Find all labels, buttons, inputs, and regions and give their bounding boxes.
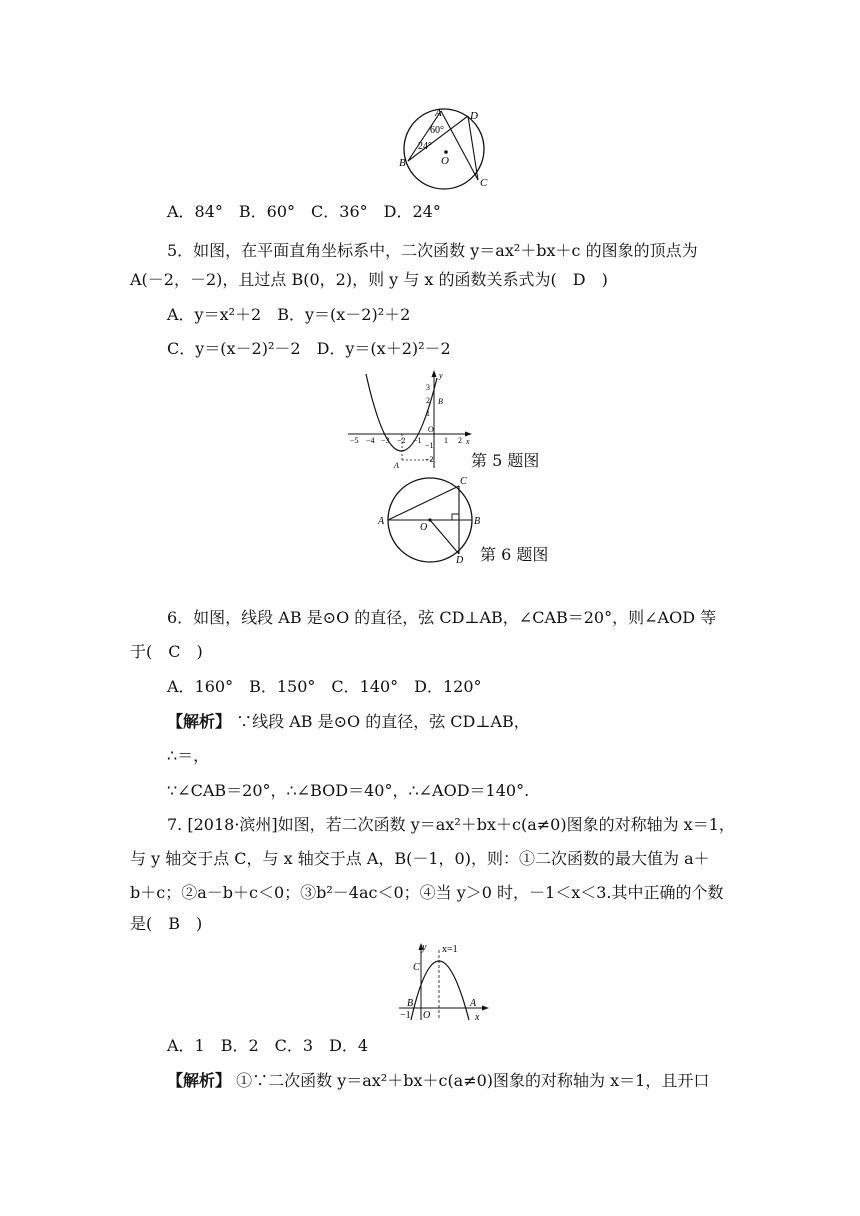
svg-text:y: y [422,942,427,953]
svg-text:1: 1 [426,409,430,418]
svg-text:B: B [474,516,481,527]
svg-text:C: C [413,962,420,973]
q5-caption: 第 5 题图 [471,451,540,470]
svg-text:2: 2 [458,436,462,445]
q7-figure [395,940,491,1022]
svg-text:−1: −1 [400,1010,411,1021]
q7-line3: b＋c；②a－b＋c＜0；③b²－4ac＜0；④当 y＞0 时，－1＜x＜3.其中正确的个数 [130,883,724,902]
svg-text:−5: −5 [350,436,359,445]
svg-text:x: x [466,437,470,446]
q4-angle-24: 24° [418,141,432,152]
q4-label-o: O [441,155,449,167]
svg-text:B: B [438,397,443,406]
q4-label-b: B [399,157,406,169]
svg-text:D: D [456,555,464,566]
svg-text:−2: −2 [397,436,406,445]
q6-analysis-label: 【解析】 [167,712,232,731]
svg-text:C: C [460,476,467,487]
svg-text:3: 3 [426,383,430,392]
q4-label-a: A [435,107,442,119]
q7-analysis-label: 【解析】 [167,1071,232,1090]
q7-axis-label: x=1 [442,944,458,955]
q6-figure [376,474,488,566]
q4-figure [392,104,498,192]
q5-line2: A(－2，－2)，且过点 B(0，2)，则 y 与 x 的函数关系式为( D ) [130,270,608,289]
svg-text:−2: −2 [425,455,434,464]
q5-figure [342,368,474,470]
q4-options: A．84° B．60° C．36° D．24° [167,202,441,221]
svg-text:−1: −1 [425,441,434,450]
svg-text:A: A [394,461,399,470]
q5-options2: C．y＝(x－2)²－2 D．y＝(x＋2)²－2 [167,339,451,358]
q4-label-d: D [470,110,478,122]
svg-text:O: O [420,522,428,533]
q6-analysis-3: ∵∠CAB＝20°，∴∠BOD＝40°，∴∠AOD＝140°. [167,781,530,800]
q6-caption: 第 6 题图 [480,545,549,564]
q7-line2: 与 y 轴交于点 C，与 x 轴交于点 A，B(－1，0)，则：①二次函数的最大值为 a＋ [130,849,710,868]
q7-line4: 是( B ) [130,914,203,933]
q7-options: A．1 B．2 C．3 D．4 [167,1036,369,1055]
q6-analysis-2: ∴＝， [167,746,210,765]
svg-text:B: B [407,998,414,1009]
q7-line1: 7. [2018·滨州]如图，若二次函数 y＝ax²＋bx＋c(a≠0)图象的对称轴为 x＝1， [167,815,735,834]
q6-line1: 6．如图，线段 AB 是⊙O 的直径，弦 CD⊥AB，∠CAB＝20°，则∠AOD 等 [167,608,717,627]
svg-text:O: O [428,425,434,434]
q4-angle-60: 60° [430,125,444,136]
svg-text:A: A [378,516,385,527]
q4-label-c: C [480,177,488,189]
q6-analysis-text-1: ∵线段 AB 是⊙O 的直径，弦 CD⊥AB， [236,712,530,731]
q7-analysis-text-1: ①∵二次函数 y＝ax²＋bx＋c(a≠0)图象的对称轴为 x＝1，且开口 [236,1071,710,1090]
svg-text:1: 1 [444,436,448,445]
q6-line2: 于( C ) [130,642,203,661]
svg-text:−3: −3 [381,436,390,445]
svg-text:x: x [475,1012,480,1022]
q5-options1: A．y＝x²＋2 B．y＝(x－2)²＋2 [167,305,411,324]
q6-options: A．160° B．150° C．140° D．120° [167,677,482,696]
svg-text:A: A [470,998,477,1009]
q6-analysis-1 [167,712,530,732]
svg-text:−4: −4 [366,436,375,445]
svg-text:2: 2 [426,396,430,405]
svg-text:−1: −1 [413,436,422,445]
q7-analysis-1 [167,1071,709,1091]
svg-text:O: O [423,1010,431,1021]
q5-line1: 5．如图，在平面直角坐标系中，二次函数 y＝ax²＋bx＋c 的图象的顶点为 [167,241,698,260]
svg-text:y: y [439,371,443,380]
